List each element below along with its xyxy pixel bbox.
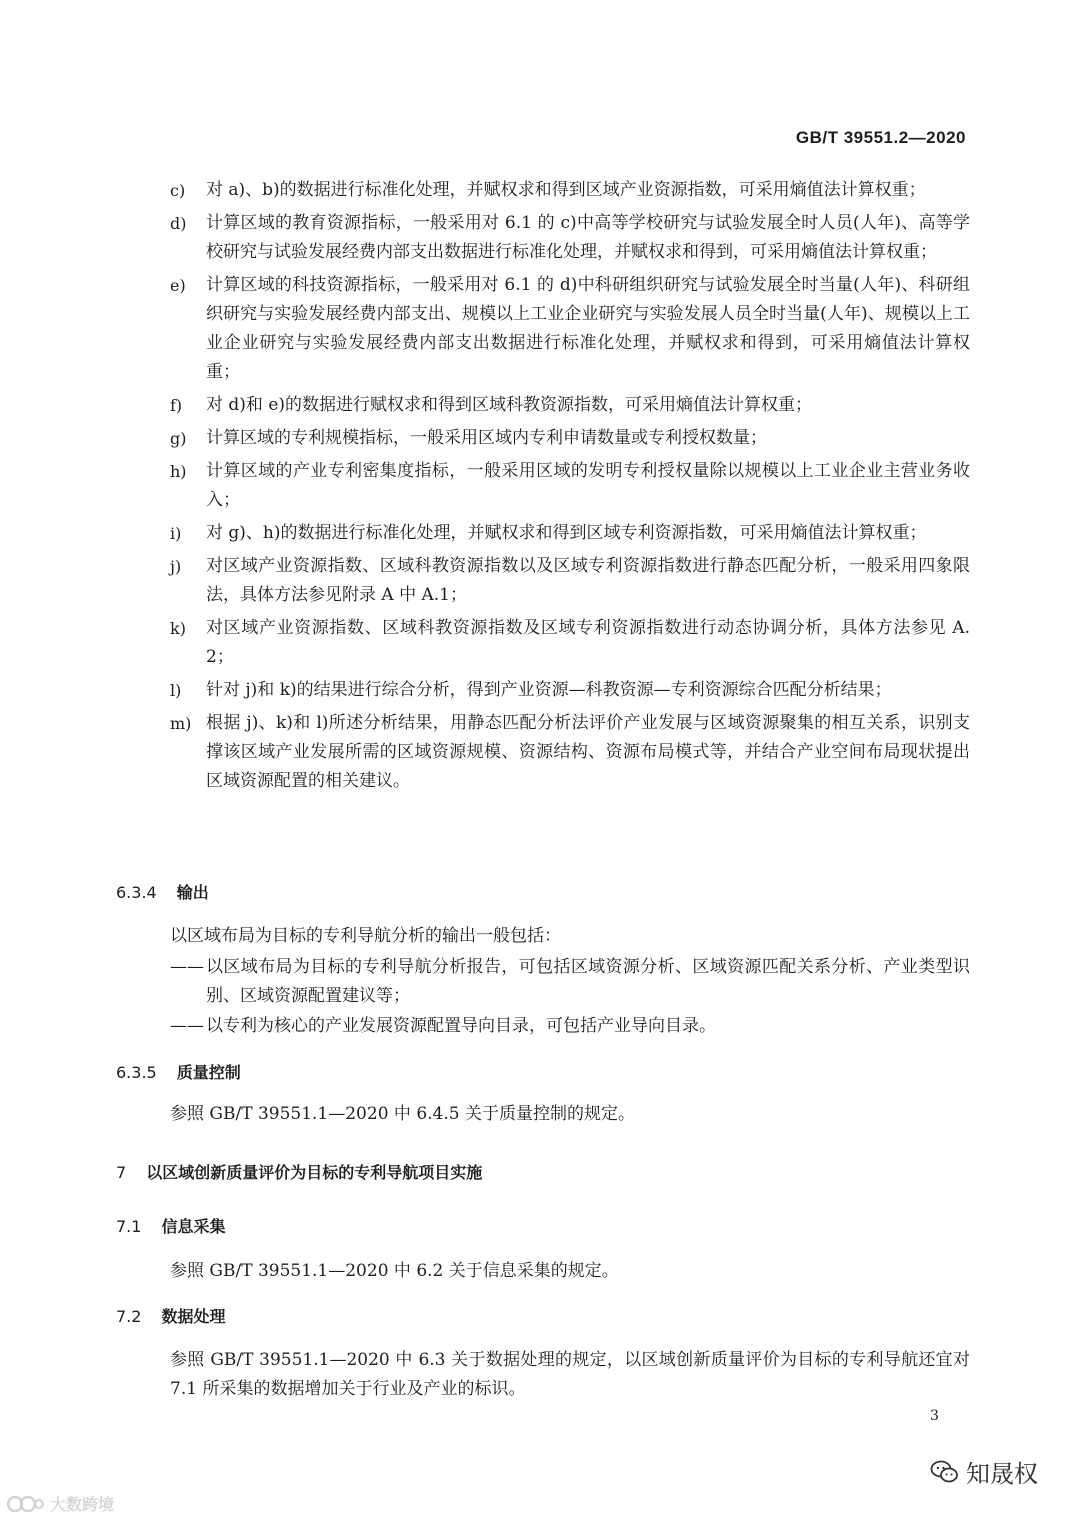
list-item bbox=[170, 676, 970, 705]
quality-control-text: 参照 GB/T 39551.1—2020 中 6.4.5 关于质量控制的规定。 bbox=[170, 1104, 635, 1124]
dash-item-text: 以专利为核心的产业发展资源配置导向目录，可包括产业导向目录。 bbox=[206, 1016, 716, 1036]
procedure-list bbox=[170, 176, 970, 796]
list-item-text: 针对 j)和 k)的结果进行综合分析，得到产业资源—科教资源—专利资源综合匹配分析结果； bbox=[206, 680, 892, 700]
wechat-icon bbox=[930, 1459, 960, 1485]
list-marker: l) bbox=[170, 681, 182, 700]
section-number: 6.3.5 bbox=[116, 1063, 157, 1082]
heading-6-3-5 bbox=[116, 1060, 241, 1083]
list-item bbox=[170, 209, 970, 267]
page-number: 3 bbox=[930, 1408, 939, 1424]
list-item-text: 对区域产业资源指数、区域科教资源指数以及区域专利资源指数进行静态匹配分析，一般采用四象限法，具体方法参见附录 A 中 A.1； bbox=[206, 556, 970, 605]
list-item-text: 对 d)和 e)的数据进行赋权求和得到区域科教资源指数，可采用熵值法计算权重； bbox=[206, 395, 813, 415]
list-item-text: 计算区域的科技资源指标，一般采用对 6.1 的 d)中科研组织研究与试验发展全时当量(人年)、科研组织研究与实验发展经费内部支出、规模以上工业企业研究与实验发展人员全时当量(人年)、规模以上工业企业研究与实验发展经费内部支出数据进行标准化处理，并赋权求和得到，可采用熵值法计算权重； bbox=[206, 275, 970, 382]
watermark-right bbox=[930, 1454, 1038, 1489]
section-title: 数据处理 bbox=[161, 1307, 226, 1326]
list-item-text: 计算区域的产业专利密集度指标，一般采用区域的发明专利授权量除以规模以上工业企业主营业务收入； bbox=[206, 461, 970, 510]
list-item bbox=[170, 457, 970, 515]
standard-code: GB/T 39551.2—2020 bbox=[795, 128, 966, 147]
dash-marker: —— bbox=[170, 957, 204, 977]
list-item bbox=[170, 176, 970, 205]
list-marker: h) bbox=[170, 462, 187, 481]
watermark-logo-icon bbox=[6, 1493, 46, 1515]
section-title: 以区域创新质量评价为目标的专利导航项目实施 bbox=[146, 1163, 483, 1182]
dash-item bbox=[170, 953, 970, 1011]
dash-marker: —— bbox=[170, 1016, 204, 1036]
list-item bbox=[170, 614, 970, 672]
section-title: 质量控制 bbox=[176, 1063, 241, 1082]
heading-7 bbox=[116, 1160, 482, 1183]
list-marker: j) bbox=[170, 557, 182, 576]
output-intro: 以区域布局为目标的专利导航分析的输出一般包括： bbox=[170, 926, 561, 946]
section-number: 7.1 bbox=[116, 1217, 142, 1236]
list-item bbox=[170, 552, 970, 610]
list-marker: i) bbox=[170, 524, 182, 543]
list-item-text: 计算区域的专利规模指标，一般采用区域内专利申请数量或专利授权数量； bbox=[206, 428, 767, 448]
dash-item bbox=[170, 1012, 970, 1041]
dash-item-text: 以区域布局为目标的专利导航分析报告，可包括区域资源分析、区域资源匹配关系分析、产业类型识别、区域资源配置建议等； bbox=[206, 957, 970, 1006]
list-marker: c) bbox=[170, 181, 186, 200]
watermark-left bbox=[6, 1492, 114, 1515]
list-marker: k) bbox=[170, 619, 186, 638]
section-number: 7 bbox=[116, 1163, 127, 1182]
list-item bbox=[170, 271, 970, 387]
list-item-text: 对 g)、h)的数据进行标准化处理，并赋权求和得到区域专利资源指数，可采用熵值法计算权重； bbox=[206, 523, 927, 543]
list-item bbox=[170, 519, 970, 548]
heading-6-3-4 bbox=[116, 880, 209, 903]
list-marker: g) bbox=[170, 429, 187, 448]
list-marker: m) bbox=[170, 714, 192, 733]
heading-7-2 bbox=[116, 1304, 225, 1327]
list-item bbox=[170, 424, 970, 453]
list-marker: e) bbox=[170, 276, 186, 295]
section-number: 7.2 bbox=[116, 1307, 142, 1326]
watermark-right-text: 知晟权 bbox=[966, 1460, 1038, 1488]
info-collection-text: 参照 GB/T 39551.1—2020 中 6.2 关于信息采集的规定。 bbox=[170, 1261, 619, 1281]
data-processing-text: 参照 GB/T 39551.1—2020 中 6.3 关于数据处理的规定，以区域创新质量评价为目标的专利导航还宜对 7.1 所采集的数据增加关于行业及产业的标识。 bbox=[170, 1350, 970, 1399]
section-number: 6.3.4 bbox=[116, 883, 157, 902]
list-item-text: 对区域产业资源指数、区域科教资源指数及区域专利资源指数进行动态协调分析，具体方法参见 A.2； bbox=[206, 618, 970, 667]
list-marker: f) bbox=[170, 396, 183, 415]
list-item bbox=[170, 709, 970, 796]
section-title: 信息采集 bbox=[161, 1217, 226, 1236]
heading-7-1 bbox=[116, 1214, 225, 1237]
list-item-text: 对 a)、b)的数据进行标准化处理，并赋权求和得到区域产业资源指数，可采用熵值法计算权重； bbox=[206, 180, 926, 200]
list-item-text: 计算区域的教育资源指标，一般采用对 6.1 的 c)中高等学校研究与试验发展全时人员(人年)、高等学校研究与试验发展经费内部支出数据进行标准化处理，并赋权求和得到，可采用熵值法计算权重； bbox=[206, 213, 970, 262]
section-title: 输出 bbox=[176, 883, 209, 902]
list-item bbox=[170, 391, 970, 420]
watermark-left-text: 大数跨境 bbox=[50, 1495, 115, 1514]
list-marker: d) bbox=[170, 214, 187, 233]
list-item-text: 根据 j)、k)和 l)所述分析结果，用静态匹配分析法评价产业发展与区域资源聚集的相互关系，识别支撑该区域产业发展所需的区域资源规模、资源结构、资源布局模式等，并结合产业空间布局现状提出区域资源配置的相关建议。 bbox=[206, 713, 970, 791]
